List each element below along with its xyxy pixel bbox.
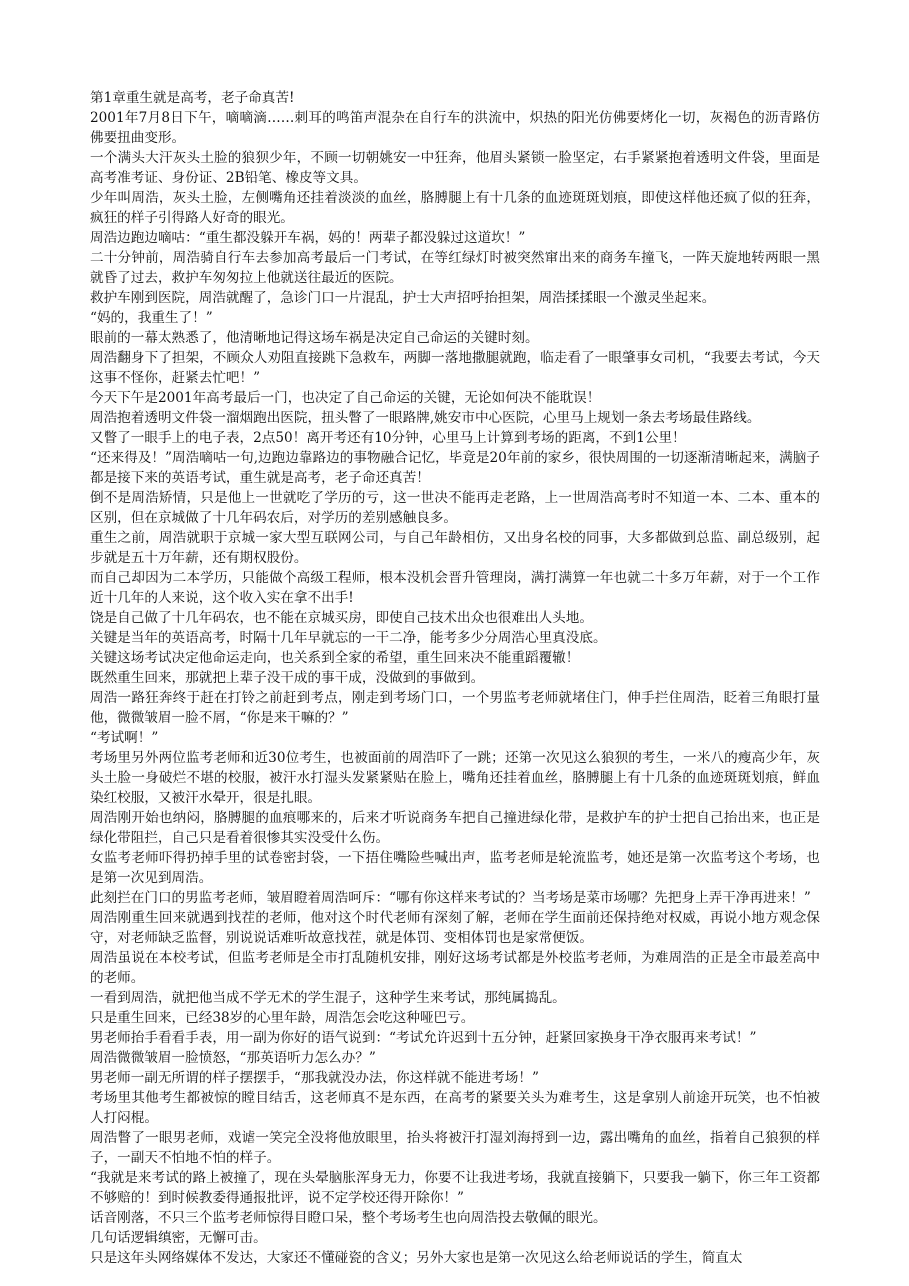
- paragraph: 周浩刚开始也纳闷，胳膊腿的血痕哪来的，后来才听说商务车把自己撞进绿化带，是救护车的护士把自己抬出来，也正是绿化带阻拦，自己只是看着很惨其实没受什么伤。: [90, 810, 820, 846]
- paragraph: 周浩刚重生回来就遇到找茬的老师，他对这个时代老师有深刻了解，老师在学生面前还保持绝对权威，再说小地方观念保守，对老师缺乏监督，别说说话难听故意找茬，就是体罚、变相体罚也是家常便饭。: [90, 910, 820, 946]
- paragraph: 话音刚落，不只三个监考老师惊得目瞪口呆，整个考场考生也向周浩投去敬佩的眼光。: [90, 1210, 607, 1226]
- paragraph: 周浩抱着透明文件袋一溜烟跑出医院，扭头瞥了一眼路牌,姚安市中心医院，心里马上规划一条去考场最佳路线。: [90, 410, 761, 426]
- paragraph: 救护车刚到医院，周浩就醒了，急诊门口一片混乱，护士大声招呼抬担架，周浩揉揉眼一个激灵坐起来。: [90, 290, 716, 306]
- paragraph: 几句话逻辑缜密，无懈可击。: [90, 1230, 267, 1246]
- chapter-title: 第1章重生就是高考，老子命真苦!: [90, 90, 295, 106]
- paragraph: 考场里其他考生都被惊的瞠目结舌，这老师真不是东西，在高考的紧要关头为难考生，这是拿别人前途开玩笑，也不怕被人打闷棍。: [90, 1090, 820, 1126]
- paragraph: 既然重生回来，那就把上辈子没干成的事干成，没做到的事做到。: [90, 670, 485, 686]
- paragraph: 关键这场考试决定他命运走向，也关系到全家的希望，重生回来决不能重蹈覆辙！: [90, 650, 580, 666]
- paragraph: “考试啊！”: [90, 730, 159, 746]
- document-page: [90, 88, 820, 1268]
- paragraph: 眼前的一幕太熟悉了，他清晰地记得这场车祸是决定自己命运的关键时刻。: [90, 330, 539, 346]
- paragraph: 周浩微微皱眉一脸愤怒，“那英语听力怎么办？”: [90, 1050, 376, 1066]
- paragraph: 只是这年头网络媒体不发达，大家还不懂碰瓷的含义；另外大家也是第一次见这么给老师说话的学生，简直太: [90, 1250, 743, 1266]
- paragraph: 周浩边跑边嘀咕：“重生都没躲开车祸，妈的！两辈子都没躲过这道坎！”: [90, 230, 526, 246]
- paragraph: 此刻拦在门口的男监考老师，皱眉瞪着周浩呵斥：“哪有你这样来考试的？当考场是菜市场哪？先把身上弄干净再进来！”: [90, 890, 811, 906]
- paragraph: 周浩虽说在本校考试，但监考老师是全市打乱随机安排，刚好这场考试都是外校监考老师，为难周浩的正是全市最差高中的老师。: [90, 950, 820, 986]
- paragraph: 一看到周浩，就把他当成不学无术的学生混子，这种学生来考试，那纯属捣乱。: [90, 990, 566, 1006]
- paragraph: 只是重生回来，已经38岁的心里年龄，周浩怎会吃这种哑巴亏。: [90, 1010, 475, 1026]
- paragraph: 一个满头大汗灰头土脸的狼狈少年，不顾一切朝姚安一中狂奔，他眉头紧锁一脸坚定，右手紧紧抱着透明文件袋，里面是高考准考证、身份证、2B铅笔、橡皮等文具。: [90, 150, 820, 186]
- paragraph: 周浩瞥了一眼男老师，戏谑一笑完全没将他放眼里，抬头将被汗打湿刘海捋到一边，露出嘴角的血丝，指着自己狼狈的样子，一副天不怕地不怕的样子。: [90, 1130, 820, 1166]
- paragraph: 周浩翻身下了担架，不顾众人劝阻直接跳下急救车，两脚一落地撒腿就跑，临走看了一眼肇事女司机，“我要去考试，今天这事不怪你，赶紧去忙吧！”: [90, 350, 820, 386]
- paragraph: “我就是来考试的路上被撞了，现在头晕脑胀浑身无力，你要不让我进考场，我就直接躺下，只要我一躺下，你三年工资都不够赔的！到时候教委得通报批评，说不定学校还得开除你！”: [90, 1170, 820, 1206]
- paragraph: 关键是当年的英语高考，时隔十几年早就忘的一干二净，能考多少分周浩心里真没底。: [90, 630, 607, 646]
- paragraph: 二十分钟前，周浩骑自行车去参加高考最后一门考试，在等红绿灯时被突然窜出来的商务车撞飞，一阵天旋地转两眼一黑就昏了过去，救护车匆匆拉上他就送往最近的医院。: [90, 250, 820, 286]
- paragraph: 而自己却因为二本学历，只能做个高级工程师，根本没机会晋升管理岗，满打满算一年也就二十多万年薪，对于一个工作近十几年的人来说，这个收入实在拿不出手!: [90, 570, 820, 606]
- paragraph: 饶是自己做了十几年码农，也不能在京城买房，即使自己技术出众也很难出人头地。: [90, 610, 593, 626]
- paragraph: 考场里另外两位监考老师和近30位考生，也被面前的周浩吓了一跳；还第一次见这么狼狈的考生，一米八的瘦高少年，灰头土脸一身破烂不堪的校服，被汗水打湿头发紧紧贴在脸上，嘴角还挂着血丝，胳膊腿上有十几条的血迹斑斑划痕，鲜血染红校服，又被汗水晕开，很是扎眼。: [90, 750, 820, 806]
- paragraph: 2001年7月8日下午，嘀嘀滴……刺耳的鸣笛声混杂在自行车的洪流中，炽热的阳光仿佛要烤化一切，灰褐色的沥青路仿佛要扭曲变形。: [90, 110, 820, 146]
- paragraph: 又瞥了一眼手上的电子表，2点50！离开考还有10分钟，心里马上计算到考场的距离，不到1公里！: [90, 430, 686, 446]
- paragraph: “还来得及！”周浩嘀咕一句,边跑边靠路边的事物融合记忆，毕竟是20年前的家乡，很快周围的一切逐渐清晰起来，满脑子都是接下来的英语考试，重生就是高考，老子命还真苦！: [90, 450, 820, 486]
- paragraph: 重生之前，周浩就职于京城一家大型互联网公司，与自己年龄相仿，又出身名校的同事，大多都做到总监、副总级别，起步就是五十万年薪，还有期权股份。: [90, 530, 820, 566]
- paragraph: 少年叫周浩，灰头土脸，左侧嘴角还挂着淡淡的血丝，胳膊腿上有十几条的血迹斑斑划痕，即使这样他还疯了似的狂奔，疯狂的样子引得路人好奇的眼光。: [90, 190, 820, 226]
- paragraph: 男老师一副无所谓的样子摆摆手，“那我就没办法，你这样就不能进考场！”: [90, 1070, 539, 1086]
- paragraph: 女监考老师吓得扔掉手里的试卷密封袋，一下捂住嘴险些喊出声，监考老师是轮流监考，她还是第一次监考这个考场，也是第一次见到周浩。: [90, 850, 820, 886]
- paragraph: 男老师抬手看看手表，用一副为你好的语气说到：“考试允许迟到十五分钟，赶紧回家换身干净衣服再来考试！”: [90, 1030, 757, 1046]
- paragraph: 倒不是周浩矫情，只是他上一世就吃了学历的亏，这一世决不能再走老路，上一世周浩高考时不知道一本、二本、重本的区别，但在京城做了十几年码农后，对学历的差别感触良多。: [90, 490, 820, 526]
- paragraph: 今天下午是2001年高考最后一门，也决定了自己命运的关键，无论如何决不能耽误！: [90, 390, 601, 406]
- paragraph: “妈的，我重生了！”: [90, 310, 213, 326]
- paragraph: 周浩一路狂奔终于赶在打铃之前赶到考点，刚走到考场门口，一个男监考老师就堵住门，伸手拦住周浩，眨着三角眼打量他，微微皱眉一脸不屑，“你是来干嘛的？”: [90, 690, 820, 726]
